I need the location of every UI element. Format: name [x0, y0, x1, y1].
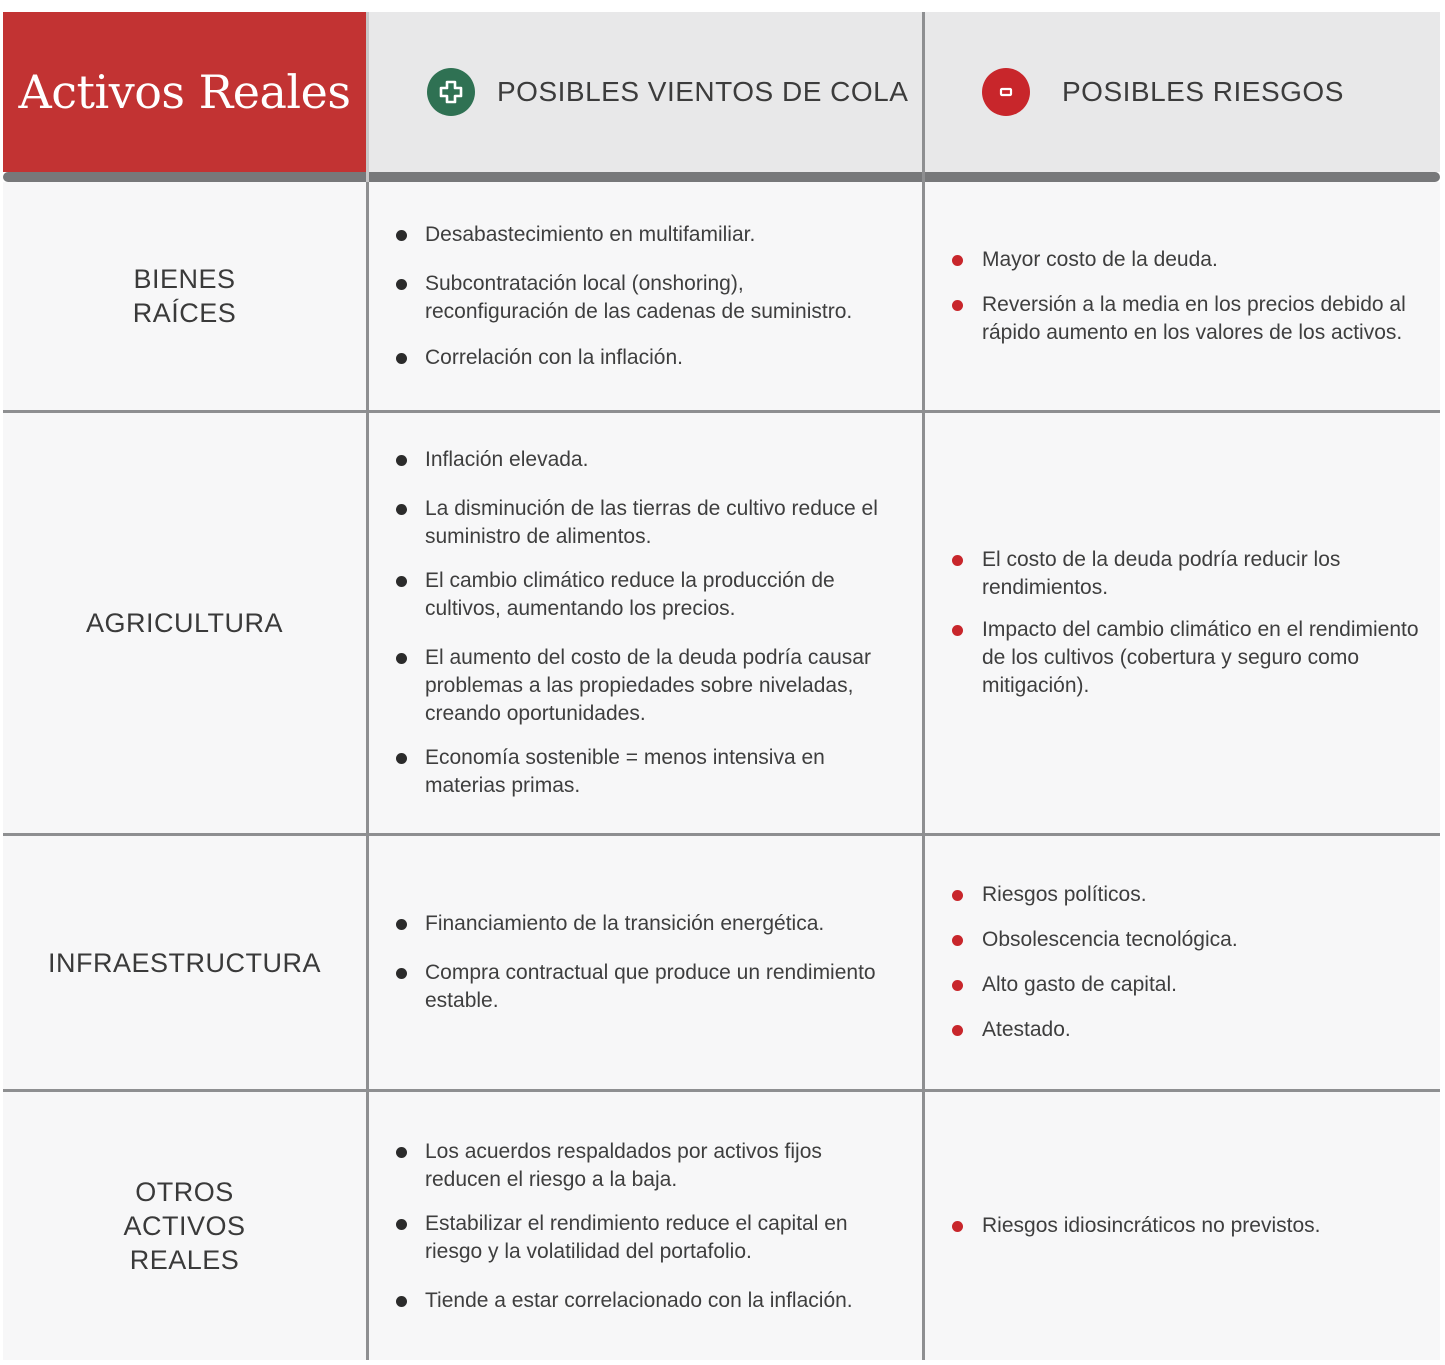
risk-item: Obsolescencia tecnológica.: [925, 926, 1440, 954]
tailwinds-column-header: [427, 12, 908, 172]
risk-item: Alto gasto de capital.: [925, 971, 1440, 999]
risk-item: Mayor costo de la deuda.: [925, 246, 1440, 274]
minus-icon: [982, 68, 1030, 116]
row-label: [3, 413, 366, 833]
row-label-line: OTROS: [135, 1177, 234, 1207]
table-header: [3, 12, 1440, 172]
tailwinds-list: [369, 1138, 922, 1315]
tailwind-item: Correlación con la inflación.: [369, 344, 922, 372]
column-divider: [922, 12, 925, 1360]
row-label-line: INFRAESTRUCTURA: [47, 947, 321, 978]
tailwinds-cell: [369, 182, 922, 410]
table-row: [3, 182, 1440, 410]
row-label: [3, 182, 366, 410]
tailwinds-header-label: POSIBLES VIENTOS DE COLA: [497, 76, 909, 107]
plus-icon: [427, 68, 475, 116]
tailwind-item: El cambio climático reduce la producción de cultivos, aumentando los precios.: [369, 567, 922, 623]
risks-list: [925, 246, 1440, 347]
tailwind-item: Compra contractual que produce un rendimiento estable.: [369, 959, 922, 1015]
table-row: [3, 836, 1440, 1089]
tailwinds-cell: [369, 1092, 922, 1360]
column-divider: [366, 182, 369, 1360]
row-label-line: RAÍCES: [132, 298, 237, 328]
row-label-line: BIENES: [133, 264, 236, 294]
row-label: [3, 836, 366, 1089]
tailwinds-cell: [369, 413, 922, 833]
risk-item: Atestado.: [925, 1016, 1440, 1044]
tailwinds-list: [369, 910, 922, 1015]
tailwind-item: El aumento del costo de la deuda podría causar problemas a las propiedades sobre niveladas, creando oportunidades.: [369, 644, 922, 728]
tailwind-item: Economía sostenible = menos intensiva en materias primas.: [369, 744, 922, 800]
row-label-line: AGRICULTURA: [85, 608, 284, 638]
tailwinds-list: [369, 221, 922, 372]
tailwind-item: La disminución de las tierras de cultivo reduce el suministro de alimentos.: [369, 495, 922, 551]
risks-cell: [925, 182, 1440, 410]
tailwind-item: Subcontratación local (onshoring), reconfiguración de las cadenas de suministro.: [369, 270, 922, 326]
risks-list: [925, 1212, 1440, 1240]
risks-list: [925, 546, 1440, 700]
risk-item: Riesgos idiosincráticos no previstos.: [925, 1212, 1440, 1240]
row-label: [3, 1092, 366, 1360]
tailwind-item: Inflación elevada.: [369, 446, 922, 474]
row-label-line: REALES: [129, 1245, 240, 1275]
risk-item: Riesgos políticos.: [925, 881, 1440, 909]
tailwind-item: Financiamiento de la transición energética.: [369, 910, 922, 938]
tailwind-item: Estabilizar el rendimiento reduce el capital en riesgo y la volatilidad del portafolio.: [369, 1210, 922, 1266]
row-label-line: ACTIVOS: [123, 1211, 246, 1241]
risk-item: Impacto del cambio climático en el rendimiento de los cultivos (cobertura y seguro como mitigación).: [925, 616, 1440, 700]
risk-item: El costo de la deuda podría reducir los rendimientos.: [925, 546, 1440, 602]
tailwind-item: Desabastecimiento en multifamiliar.: [369, 221, 922, 249]
real-assets-table: [3, 12, 1440, 1360]
title-cell: [3, 12, 366, 172]
tailwinds-cell: [369, 836, 922, 1089]
tailwinds-list: [369, 446, 922, 800]
risks-column-header: [982, 12, 1344, 172]
risks-list: [925, 881, 1440, 1044]
header-divider: [3, 172, 1440, 182]
risk-item: Reversión a la media en los precios debido al rápido aumento en los valores de los activos.: [925, 291, 1440, 347]
table-row: [3, 413, 1440, 833]
risks-cell: [925, 1092, 1440, 1360]
risks-cell: [925, 836, 1440, 1089]
tailwind-item: Tiende a estar correlacionado con la inflación.: [369, 1287, 922, 1315]
risks-cell: [925, 413, 1440, 833]
tailwind-item: Los acuerdos respaldados por activos fijos reducen el riesgo a la baja.: [369, 1138, 922, 1194]
table-row: [3, 1092, 1440, 1360]
risks-header-label: POSIBLES RIESGOS: [1062, 76, 1344, 107]
page-title: Activos Reales: [18, 65, 351, 119]
